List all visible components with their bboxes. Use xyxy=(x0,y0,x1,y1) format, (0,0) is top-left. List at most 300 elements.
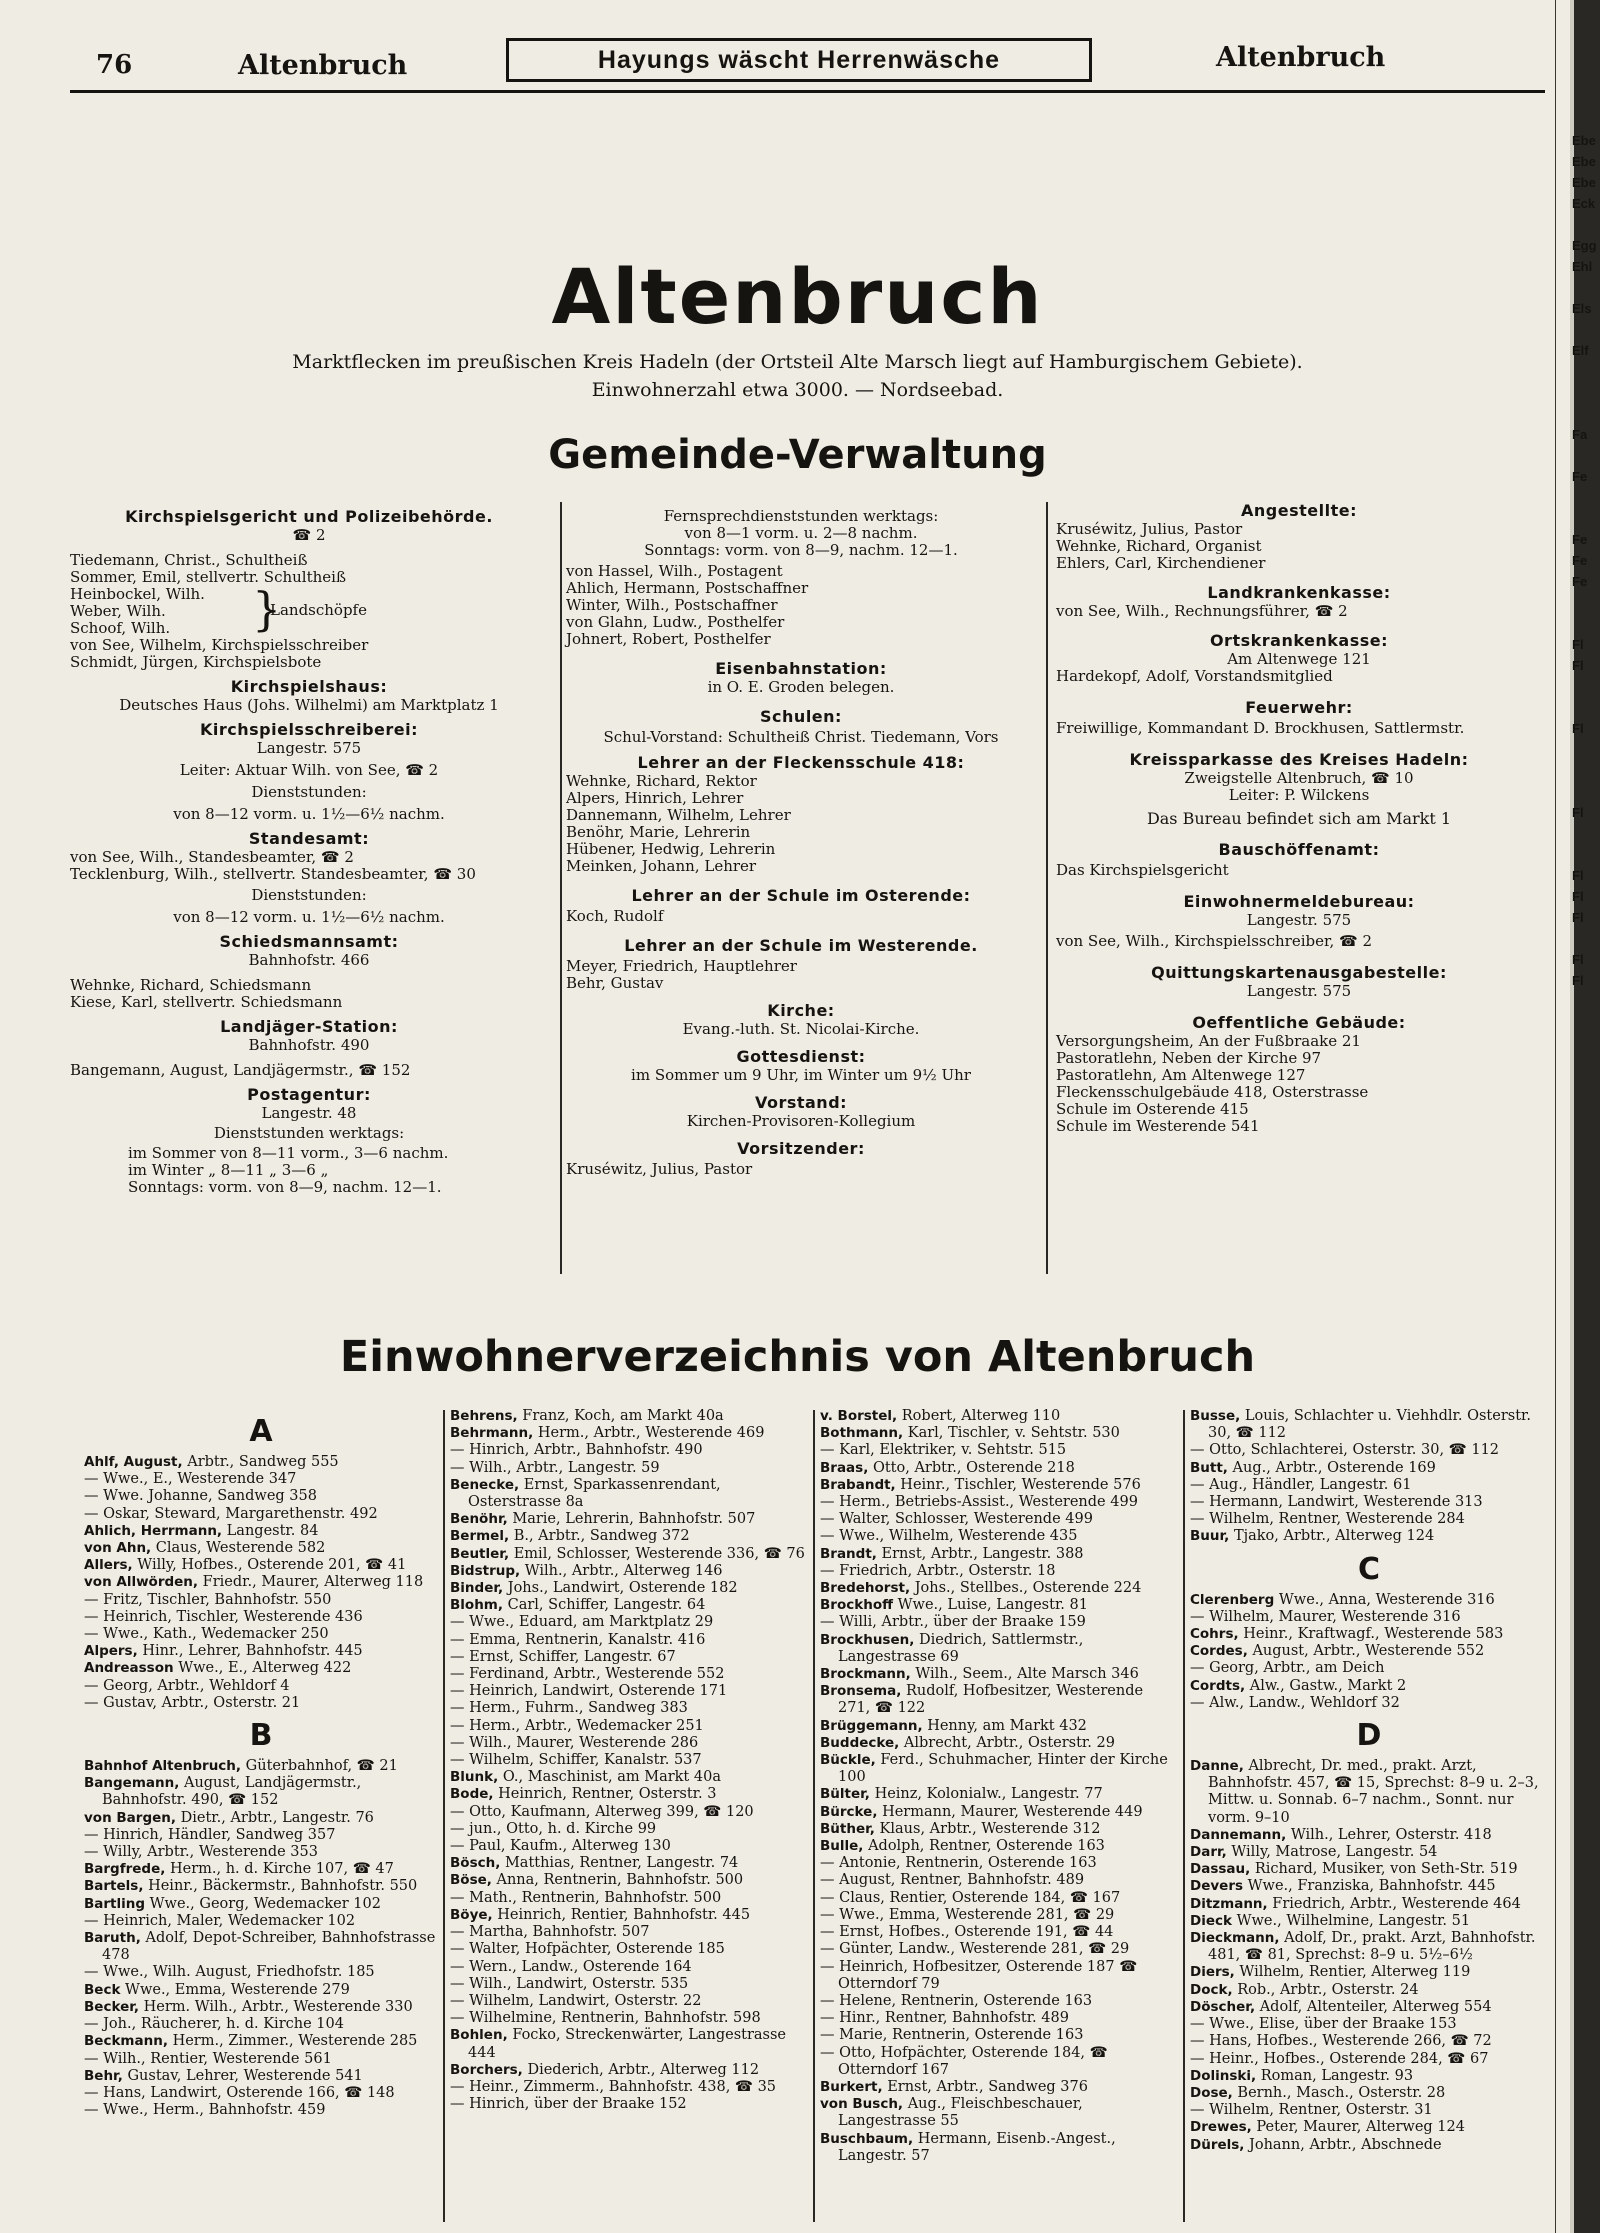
text-line: Deutsches Haus (Johs. Wilhelmi) am Marktplatz 1 xyxy=(119,696,499,714)
margin-fragment: Fe xyxy=(1572,532,1588,547)
entry-details: — Wilh., Maurer, Westerende 286 xyxy=(450,1734,699,1751)
entry-details: — Claus, Rentier, Osterende 184, ☎ 167 xyxy=(820,1889,1121,1906)
entry-details: — Heinrich, Maler, Wedemacker 102 xyxy=(84,1912,356,1929)
entry-details: Adolf, Altenteiler, Alterweg 554 xyxy=(1259,1998,1492,2015)
entry-details: — Aug., Händler, Langestr. 61 xyxy=(1190,1476,1412,1493)
entry-details: — Herm., Fuhrm., Sandweg 383 xyxy=(450,1700,688,1717)
list-item xyxy=(450,1597,808,1614)
text-line: Langestr. 575 xyxy=(1246,911,1352,929)
text-line: Leiter: Aktuar Wilh. von See, ☎ 2 xyxy=(179,761,439,779)
list-item xyxy=(450,1752,808,1769)
entry-details: — Herm., Arbtr., Wedemacker 251 xyxy=(450,1717,704,1734)
text-line: von See, Wilh., Rechnungsführer, ☎ 2 xyxy=(1056,602,1348,620)
entry-surname: Behrmann, xyxy=(450,1425,534,1442)
margin-fragment xyxy=(1572,739,1600,760)
text-line: von See, Wilhelm, Kirchspielsschreiber xyxy=(70,636,369,654)
entry-details: — Günter, Landw., Westerende 281, ☎ 29 xyxy=(820,1941,1130,1958)
heading-vorsitzender: Vorsitzender: xyxy=(737,1139,865,1158)
column-divider xyxy=(1183,1410,1185,2222)
list-item xyxy=(84,1844,438,1861)
entry-details: Johann, Arbtr., Abschnede xyxy=(1249,2136,1442,2153)
list-item xyxy=(1190,1964,1548,1981)
entry-details: — jun., Otto, h. d. Kirche 99 xyxy=(450,1820,657,1837)
entry-details: — Emma, Rentnerin, Kanalstr. 416 xyxy=(450,1631,706,1648)
margin-fragment: Fl xyxy=(1572,868,1584,883)
entry-surname: Blunk, xyxy=(450,1769,499,1786)
list-item xyxy=(84,2085,438,2102)
list-item xyxy=(820,1907,1178,1924)
list-item xyxy=(84,1678,438,1695)
list-item xyxy=(820,1993,1178,2010)
list-item xyxy=(450,1769,808,1786)
list-item xyxy=(84,1810,438,1827)
entry-details: — Math., Rentnerin, Bahnhofstr. 500 xyxy=(450,1889,722,1906)
text-line: Ehlers, Carl, Kirchendiener xyxy=(1056,554,1266,572)
entry-surname: Bückle, xyxy=(820,1752,876,1769)
entry-details: Herm., h. d. Kirche 107, ☎ 47 xyxy=(169,1861,394,1878)
margin-fragment: Fe xyxy=(1572,469,1588,484)
list-item xyxy=(1190,1592,1548,1609)
entry-surname: Bothmann, xyxy=(820,1425,904,1442)
text-line: Ahlich, Hermann, Postschaffner xyxy=(566,579,809,597)
text-line: Freiwillige, Kommandant D. Brockhusen, Sattlermstr. xyxy=(1056,719,1465,737)
entry-details: August, Landjägermstr., Bahnhofstr. 490, ☎ 152 xyxy=(102,1775,362,1809)
list-item xyxy=(820,2131,1178,2165)
entry-details: — Wwe. Johanne, Sandweg 358 xyxy=(84,1488,317,1505)
entry-surname: Bahnhof Altenbruch, xyxy=(84,1758,242,1775)
entry-details: Wwe., Franziska, Bahnhofstr. 445 xyxy=(1247,1878,1496,1895)
margin-fragment: Els xyxy=(1572,301,1592,316)
entry-surname: Brüggemann, xyxy=(820,1717,923,1734)
list-item xyxy=(1190,1528,1548,1545)
entry-details: — Wilhelm, Maurer, Westerende 316 xyxy=(1190,1608,1461,1625)
entry-details: Robert, Alterweg 110 xyxy=(901,1408,1061,1424)
list-item xyxy=(1190,1827,1548,1844)
entry-surname: Brockhusen, xyxy=(820,1631,915,1648)
page-number: 76 xyxy=(96,50,133,80)
heading-quittungskarten: Quittungskartenausgabestelle: xyxy=(1151,963,1447,982)
list-item xyxy=(450,1649,808,1666)
text-line: Am Altenwege 121 xyxy=(1227,650,1371,668)
entry-surname: Devers xyxy=(1190,1878,1244,1895)
text-line: Sonntags: vorm. von 8—9, nachm. 12—1. xyxy=(128,1178,442,1196)
margin-fragment: Fl xyxy=(1572,658,1584,673)
text-line: Hardekopf, Adolf, Vorstandsmitglied xyxy=(1056,667,1333,685)
list-item xyxy=(1190,2033,1548,2050)
list-item xyxy=(820,1683,1178,1717)
subtitle-line: Marktflecken im preußischen Kreis Hadeln (der Ortsteil Alte Marsch liegt auf Hamburgischem Gebiete). xyxy=(292,351,1303,373)
margin-fragment: Fa xyxy=(1572,427,1588,442)
entry-details: Friedrich, Arbtr., Westerende 464 xyxy=(1272,1895,1521,1912)
text-line: von See, Wilh., Standesbeamter, ☎ 2 xyxy=(70,848,354,866)
entry-details: Rudolf, Hofbesitzer, Westerende 271, ☎ 122 xyxy=(838,1683,1144,1717)
entry-surname: Baruth, xyxy=(84,1930,141,1947)
list-item xyxy=(84,1506,438,1523)
list-item xyxy=(450,1993,808,2010)
list-item xyxy=(84,1609,438,1626)
entry-surname: Bartels, xyxy=(84,1878,144,1895)
entry-details: — Willy, Arbtr., Westerende 353 xyxy=(84,1844,318,1861)
list-item xyxy=(1190,1626,1548,1643)
entry-details: Dietr., Arbtr., Langestr. 76 xyxy=(180,1809,374,1826)
running-title-right: Altenbruch xyxy=(1216,42,1386,73)
entry-details: Ernst, Sparkassenrendant, Osterstrasse 8a xyxy=(468,1476,721,1511)
entry-surname: Dannemann, xyxy=(1190,1826,1287,1843)
list-item xyxy=(84,1574,438,1591)
entry-details: — Wilhelm, Schiffer, Kanalstr. 537 xyxy=(450,1752,702,1769)
text-line: Dienststunden: xyxy=(251,886,367,904)
entry-details: Richard, Musiker, von Seth-Str. 519 xyxy=(1254,1861,1518,1878)
entry-surname: Alpers, xyxy=(84,1643,138,1660)
entry-details: — Gustav, Arbtr., Osterstr. 21 xyxy=(84,1694,301,1711)
list-item xyxy=(450,2062,808,2079)
text-line: Schule im Westerende 541 xyxy=(1056,1117,1260,1135)
entry-surname: Bode, xyxy=(450,1786,494,1803)
entry-surname: Brandt, xyxy=(820,1545,877,1562)
list-item xyxy=(450,1838,808,1855)
margin-fragment: Ebe xyxy=(1572,154,1596,169)
entry-details: Albrecht, Dr. med., prakt. Arzt, Bahnhofstr. 457, ☎ 15, Sprechst: 8–9 u. 2–3, Mittw. u. Sonnab. 6–7 nachm., Sonnt. nur vorm. 9–10 xyxy=(1208,1758,1539,1826)
entry-details: — Wwe., Wilh. August, Friedhofstr. 185 xyxy=(84,1964,375,1981)
entry-surname: von Allwörden, xyxy=(84,1574,199,1591)
admin-column-3 xyxy=(1056,502,1542,1135)
entry-details: Henny, am Markt 432 xyxy=(927,1717,1087,1734)
entry-details: Wwe., Emma, Westerende 279 xyxy=(125,1981,350,1998)
entry-surname: Drewes, xyxy=(1190,2119,1252,2136)
subtitle xyxy=(0,348,1595,404)
entry-details: — Ferdinand, Arbtr., Westerende 552 xyxy=(450,1666,725,1683)
heading-osterende: Lehrer an der Schule im Osterende: xyxy=(631,886,971,905)
entry-surname: Clerenberg xyxy=(1190,1591,1275,1608)
entry-details: O., Maschinist, am Markt 40a xyxy=(502,1769,721,1786)
entry-details: Heinr., Tischler, Westerende 576 xyxy=(900,1476,1141,1493)
list-item xyxy=(820,1546,1178,1563)
entry-details: — Heinrich, Hofbesitzer, Osterende 187 ☎ Otterndorf 79 xyxy=(820,1958,1138,1992)
entry-surname: Bürcke, xyxy=(820,1803,878,1820)
entry-details: — Heinrich, Tischler, Westerende 436 xyxy=(84,1608,363,1625)
list-item xyxy=(820,2045,1178,2079)
margin-fragment xyxy=(1572,403,1600,424)
margin-fragment: Fl xyxy=(1572,910,1584,925)
entry-details: — Wilh., Rentier, Westerende 561 xyxy=(84,2050,332,2067)
entry-details: — Otto, Hofpächter, Osterende 184, ☎ Otterndorf 167 xyxy=(820,2044,1108,2078)
list-item xyxy=(1190,1442,1548,1459)
entry-surname: Bargfrede, xyxy=(84,1861,166,1878)
list-item xyxy=(820,1959,1178,1993)
list-item xyxy=(450,1580,808,1597)
entry-surname: Böye, xyxy=(450,1906,493,1923)
list-item xyxy=(820,1580,1178,1597)
directory-title: Einwohnerverzeichnis von Altenbruch xyxy=(339,1332,1256,1382)
list-item xyxy=(450,1632,808,1649)
entry-surname: Burkert, xyxy=(820,2078,883,2095)
entry-details: Diedrich, Sattlermstr., Langestrasse 69 xyxy=(838,1631,1084,1665)
column-divider xyxy=(560,502,562,1274)
list-item xyxy=(84,1643,438,1660)
list-item xyxy=(84,1557,438,1574)
list-item xyxy=(84,1982,438,1999)
section-letter: B xyxy=(249,1718,273,1754)
entry-details: Willy, Hofbes., Osterende 201, ☎ 41 xyxy=(137,1557,407,1574)
entry-details: — Antonie, Rentnerin, Osterende 163 xyxy=(820,1855,1097,1872)
list-item xyxy=(84,1913,438,1930)
list-item xyxy=(820,1632,1178,1666)
list-item xyxy=(450,1666,808,1683)
entry-details: Wilh., Lehrer, Osterstr. 418 xyxy=(1290,1826,1492,1843)
entry-surname: Bronsema, xyxy=(820,1683,902,1700)
margin-fragment: Fe xyxy=(1572,553,1588,568)
entry-surname: Benöhr, xyxy=(450,1511,508,1528)
entry-details: — Willi, Arbtr., über der Braake 159 xyxy=(820,1614,1086,1631)
entry-details: — Paul, Kaufm., Alterweg 130 xyxy=(450,1838,671,1855)
entry-details: — Friedrich, Arbtr., Osterstr. 18 xyxy=(820,1562,1056,1579)
margin-fragment xyxy=(1572,928,1600,949)
entry-details: Herm., Arbtr., Westerende 469 xyxy=(537,1425,765,1442)
entry-details: Klaus, Arbtr., Westerende 312 xyxy=(879,1820,1101,1837)
text-line: Leiter: P. Wilckens xyxy=(1228,786,1370,804)
heading-gottesdienst: Gottesdienst: xyxy=(736,1047,866,1066)
heading-ortskrankenkasse: Ortskrankenkasse: xyxy=(1209,631,1389,650)
header-advert: Hayungs wäscht Herrenwäsche xyxy=(506,38,1092,82)
entry-details: Friedr., Maurer, Alterweg 118 xyxy=(202,1574,424,1591)
text-line: Meinken, Johann, Lehrer xyxy=(566,857,757,875)
entry-surname: Dolinski, xyxy=(1190,2067,1257,2084)
entry-details: Heinrich, Rentier, Bahnhofstr. 445 xyxy=(497,1906,751,1923)
list-item xyxy=(84,1999,438,2016)
entry-surname: Buddecke, xyxy=(820,1734,900,1751)
directory-column-3 xyxy=(820,1408,1178,2165)
entry-details: August, Arbtr., Westerende 552 xyxy=(1252,1643,1485,1660)
list-item xyxy=(450,1425,808,1442)
margin-fragment xyxy=(1572,613,1600,634)
entry-details: Karl, Tischler, v. Sehtstr. 530 xyxy=(907,1425,1120,1442)
text-line: Schmidt, Jürgen, Kirchspielsbote xyxy=(70,653,322,671)
text-line: Schoof, Wilh. xyxy=(70,619,171,637)
entry-details: — Herm., Betriebs-Assist., Westerende 499 xyxy=(820,1494,1138,1511)
list-item xyxy=(1190,1609,1548,1626)
list-item xyxy=(450,1460,808,1477)
entry-details: Herm., Zimmer., Westerende 285 xyxy=(172,2033,418,2050)
entry-details: Heinr., Kraftwagf., Westerende 583 xyxy=(1243,1626,1504,1643)
list-item xyxy=(84,2102,438,2119)
entry-details: Wwe., Wilhelmine, Langestr. 51 xyxy=(1236,1912,1471,1929)
entry-details: Aug., Arbtr., Osterende 169 xyxy=(1232,1459,1436,1476)
entry-surname: Dock, xyxy=(1190,1981,1233,1998)
list-item xyxy=(820,1563,1178,1580)
entry-details: Focko, Streckenwärter, Langestrasse 444 xyxy=(468,2027,786,2061)
entry-details: Adolf, Dr., prakt. Arzt, Bahnhofstr. 481, ☎ 81, Sprechst: 8–9 u. 5½–6½ xyxy=(1208,1930,1536,1964)
list-item xyxy=(450,1700,808,1717)
entry-surname: Borchers, xyxy=(450,2061,523,2078)
text-line: Kirchen-Provisoren-Kollegium xyxy=(686,1112,916,1130)
entry-surname: Braas, xyxy=(820,1459,869,1476)
entry-details: Willy, Matrose, Langestr. 54 xyxy=(1231,1844,1438,1861)
entry-details: — Wern., Landw., Osterende 164 xyxy=(450,1958,692,1975)
list-item xyxy=(1190,1861,1548,1878)
section-letter: A xyxy=(249,1414,273,1449)
list-item xyxy=(84,1964,438,1981)
entry-details: Herm. Wilh., Arbtr., Westerende 330 xyxy=(143,1998,413,2015)
entry-surname: Bartling xyxy=(84,1895,146,1912)
entry-surname: Cohrs, xyxy=(1190,1626,1239,1643)
heading-schulen: Schulen: xyxy=(760,707,842,726)
list-item xyxy=(450,2027,808,2061)
entry-details: Louis, Schlachter u. Viehhdlr. Osterstr. 30, ☎ 112 xyxy=(1208,1408,1531,1442)
entry-surname: Dieckmann, xyxy=(1190,1930,1280,1947)
list-item xyxy=(820,1735,1178,1752)
list-item xyxy=(1190,1999,1548,2016)
margin-fragment: Ebe xyxy=(1572,175,1596,190)
entry-details: — Fritz, Tischler, Bahnhofstr. 550 xyxy=(84,1591,332,1608)
entry-surname: Dürels, xyxy=(1190,2136,1245,2153)
text-line: von 8—1 vorm. u. 2—8 nachm. xyxy=(684,524,918,542)
entry-details: — Marie, Rentnerin, Osterende 163 xyxy=(820,2027,1084,2044)
entry-details: Franz, Koch, am Markt 40a xyxy=(522,1408,724,1424)
text-line: Wehnke, Richard, Organist xyxy=(1056,537,1262,555)
entry-details: Güterbahnhof, ☎ 21 xyxy=(245,1758,398,1775)
subtitle-line: Einwohnerzahl etwa 3000. — Nordseebad. xyxy=(591,379,1004,401)
entry-details: — Wilhelmine, Rentnerin, Bahnhofstr. 598 xyxy=(450,2010,761,2027)
entry-details: Marie, Lehrerin, Bahnhofstr. 507 xyxy=(512,1511,756,1528)
entry-details: Wwe., Luise, Langestr. 81 xyxy=(897,1597,1088,1614)
entry-details: Hermann, Maurer, Westerende 449 xyxy=(882,1803,1143,1820)
entry-details: Wwe., Georg, Wedemacker 102 xyxy=(149,1895,381,1912)
text-line: Dienststunden werktags: xyxy=(213,1124,405,1142)
entry-details: Claus, Westerende 582 xyxy=(155,1540,326,1557)
text-line: Behr, Gustav xyxy=(566,974,664,992)
text-line: Meyer, Friedrich, Hauptlehrer xyxy=(566,957,797,975)
entry-details: Arbtr., Sandweg 555 xyxy=(187,1454,339,1470)
list-item xyxy=(1190,1913,1548,1930)
entry-surname: Cordes, xyxy=(1190,1643,1248,1660)
list-item xyxy=(84,2051,438,2068)
entry-details: Johs., Stellbes., Osterende 224 xyxy=(914,1580,1142,1597)
text-line: Wehnke, Richard, Rektor xyxy=(566,772,757,790)
entry-surname: Bangemann, xyxy=(84,1775,180,1792)
list-item xyxy=(84,1775,438,1809)
text-line: im Sommer um 9 Uhr, im Winter um 9½ Uhr xyxy=(631,1066,971,1084)
list-item xyxy=(820,1408,1178,1425)
list-item xyxy=(1190,2137,1548,2154)
list-item xyxy=(450,1941,808,1958)
margin-fragment xyxy=(1572,487,1600,508)
text-line: Evang.-luth. St. Nicolai-Kirche. xyxy=(682,1020,920,1038)
list-item xyxy=(450,1855,808,1872)
text-line: in O. E. Groden belegen. xyxy=(707,678,895,696)
heading-vorstand: Vorstand: xyxy=(754,1093,848,1112)
heading-angestellte: Angestellte: xyxy=(1241,501,1357,520)
heading-westerende: Lehrer an der Schule im Westerende. xyxy=(624,936,978,955)
entry-details: Hermann, Eisenb.-Angest., Langestr. 57 xyxy=(838,2130,1116,2164)
entry-surname: v. Borstel, xyxy=(820,1408,898,1424)
list-item xyxy=(450,1683,808,1700)
list-item xyxy=(450,1786,808,1803)
text-line: Schul-Vorstand: Schultheiß Christ. Tiedemann, Vors xyxy=(603,728,999,746)
list-item xyxy=(1190,2068,1548,2085)
entry-details: — Hinrich, Händler, Sandweg 357 xyxy=(84,1826,336,1843)
text-line: Kruséwitz, Julius, Pastor xyxy=(1056,520,1243,538)
list-item xyxy=(84,1471,438,1488)
entry-surname: Beckmann, xyxy=(84,2033,168,2050)
list-item xyxy=(1190,1408,1548,1442)
margin-fragment xyxy=(1572,508,1600,529)
text-line: Bahnhofstr. 490 xyxy=(248,1036,370,1054)
heading-kreissparkasse: Kreissparkasse des Kreises Hadeln: xyxy=(1129,750,1469,769)
entry-surname: Brockmann, xyxy=(820,1666,911,1683)
entry-surname: Dieck xyxy=(1190,1912,1232,1929)
entry-details: — Karl, Elektriker, v. Sehtstr. 515 xyxy=(820,1442,1067,1459)
heading-einwohnermeldebureau: Einwohnermeldebureau: xyxy=(1183,892,1415,911)
list-item xyxy=(1190,1896,1548,1913)
text-line: Bangemann, August, Landjägermstr., ☎ 152 xyxy=(70,1061,411,1079)
entry-surname: von Bargen, xyxy=(84,1809,177,1826)
list-item xyxy=(820,1752,1178,1786)
list-item xyxy=(450,1735,808,1752)
landschoepfe-group xyxy=(70,582,548,637)
list-item xyxy=(820,1614,1178,1631)
heading-feuerwehr: Feuerwehr: xyxy=(1245,698,1353,717)
list-item xyxy=(1190,1477,1548,1494)
directory-column-1 xyxy=(84,1408,438,2119)
entry-details: — Heinrich, Landwirt, Osterende 171 xyxy=(450,1683,728,1700)
entry-surname: Andreasson xyxy=(84,1660,174,1677)
list-item xyxy=(450,1546,808,1563)
text-line: Das Kirchspielsgericht xyxy=(1056,861,1229,879)
entry-details: Anna, Rentnerin, Bahnhofstr. 500 xyxy=(496,1872,744,1889)
text-line: Bahnhofstr. 466 xyxy=(248,951,370,969)
entry-details: Alw., Gastw., Markt 2 xyxy=(1249,1677,1407,1694)
entry-details: Otto, Arbtr., Osterende 218 xyxy=(872,1459,1075,1476)
entry-details: Diederich, Arbtr., Alterweg 112 xyxy=(527,2061,760,2078)
column-divider xyxy=(1046,502,1048,1274)
entry-details: — Wilhelm, Rentner, Westerende 284 xyxy=(1190,1511,1465,1528)
list-item xyxy=(1190,1930,1548,1964)
text-line: Kruséwitz, Julius, Pastor xyxy=(566,1160,753,1178)
list-item xyxy=(820,1890,1178,1907)
list-item xyxy=(1190,1460,1548,1477)
page-title: Altenbruch xyxy=(551,252,1044,341)
list-item xyxy=(820,1460,1178,1477)
entry-details: — Oskar, Steward, Margarethenstr. 492 xyxy=(84,1505,378,1522)
list-item xyxy=(450,2096,808,2113)
margin-fragment: Fl xyxy=(1572,973,1584,988)
list-item xyxy=(450,2079,808,2096)
entry-details: Wwe., Anna, Westerende 316 xyxy=(1278,1591,1495,1608)
entry-surname: Bredehorst, xyxy=(820,1580,911,1597)
text-line: Langestr. 48 xyxy=(261,1104,357,1122)
entry-details: Hinr., Lehrer, Bahnhofstr. 445 xyxy=(142,1643,363,1660)
entry-details: — Hinrich, über der Braake 152 xyxy=(450,2096,687,2113)
text-line: Tecklenburg, Wilh., stellvertr. Standesbeamter, ☎ 30 xyxy=(70,865,476,883)
entry-details: — Hans, Landwirt, Osterende 166, ☎ 148 xyxy=(84,2084,395,2101)
heading-schiedsmannsamt: Schiedsmannsamt: xyxy=(219,932,399,951)
entry-details: — Helene, Rentnerin, Osterende 163 xyxy=(820,1992,1093,2009)
entry-surname: Bidstrup, xyxy=(450,1562,521,1579)
list-item xyxy=(84,1896,438,1913)
entry-details: Wilh., Seem., Alte Marsch 346 xyxy=(915,1666,1139,1683)
heading-kirchspielsgericht: Kirchspielsgericht und Polizeibehörde. xyxy=(125,507,493,526)
entry-surname: Busse, xyxy=(1190,1408,1241,1424)
list-item xyxy=(84,2068,438,2085)
entry-details: Wwe., E., Alterweg 422 xyxy=(178,1660,352,1677)
list-item xyxy=(1190,1758,1548,1827)
text-line: Zweigstelle Altenbruch, ☎ 10 xyxy=(1184,769,1414,787)
list-item xyxy=(1190,1494,1548,1511)
list-item xyxy=(450,1976,808,1993)
heading-postagentur: Postagentur: xyxy=(247,1085,371,1104)
entry-details: — Hinr., Rentner, Bahnhofstr. 489 xyxy=(820,2010,1069,2027)
entry-details: — Georg, Arbtr., am Deich xyxy=(1190,1660,1385,1677)
